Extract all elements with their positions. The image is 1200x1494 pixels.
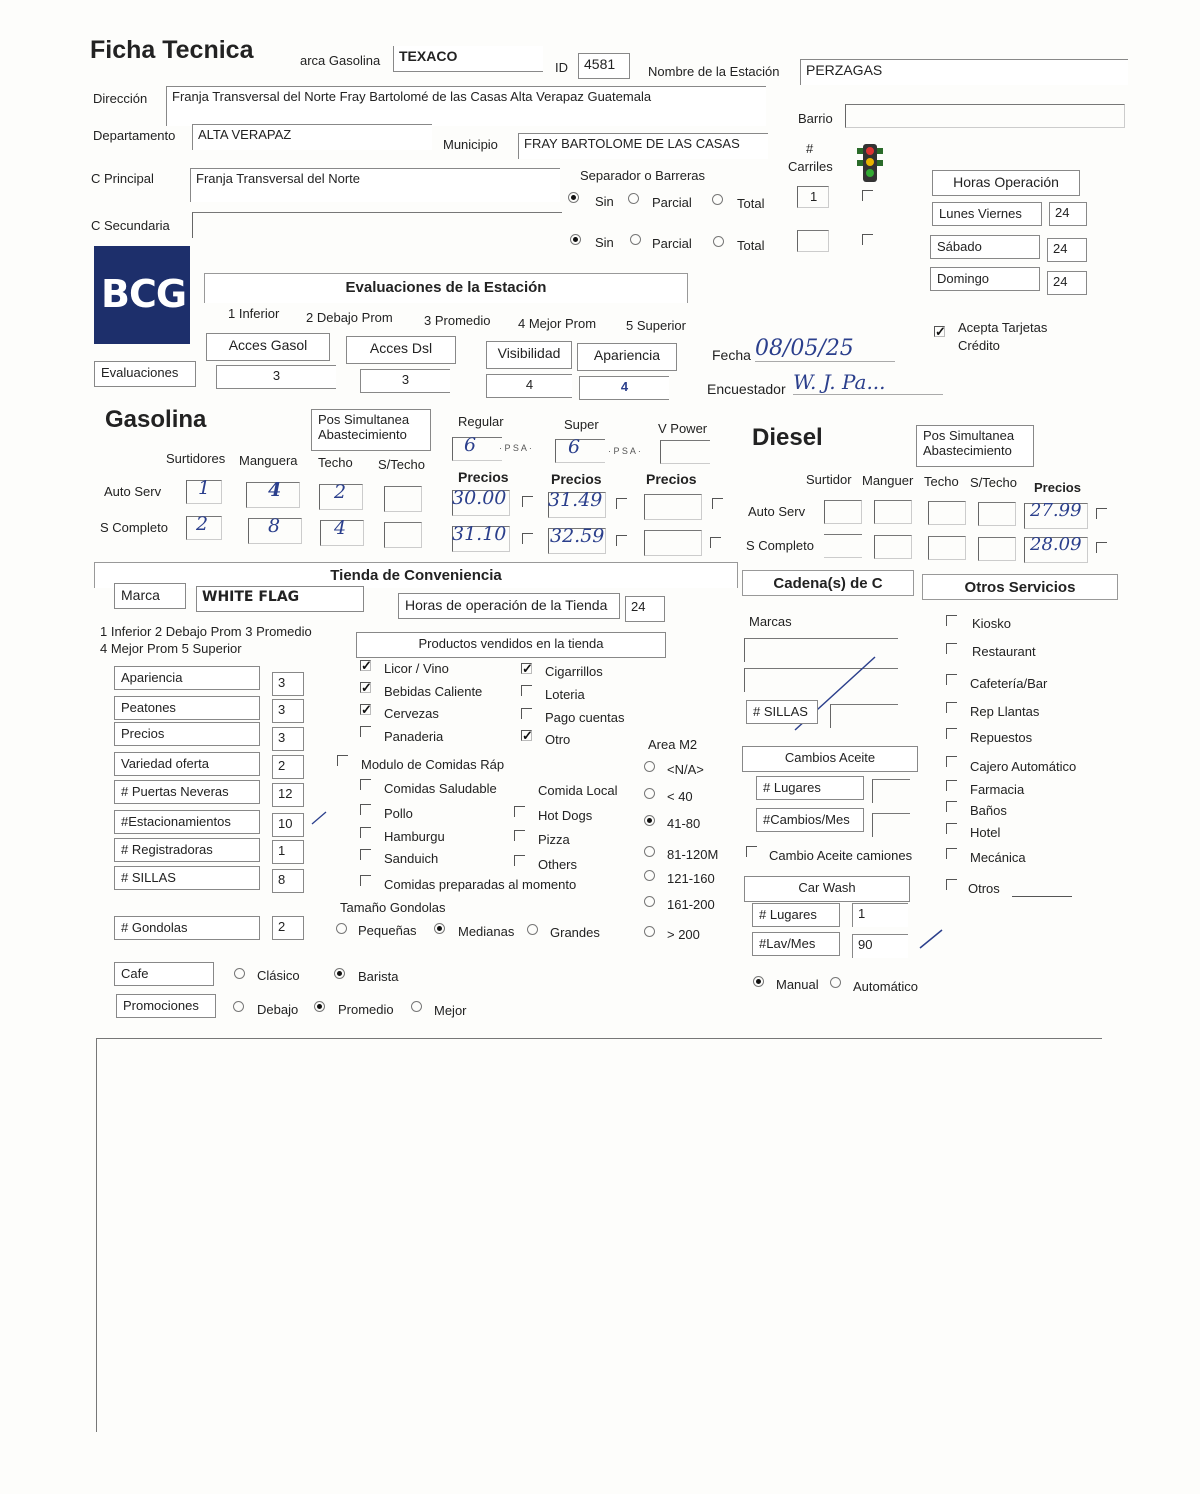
gas-col-stecho: S/Techo: [378, 457, 425, 472]
otros-cajero-checkbox[interactable]: [946, 756, 957, 767]
otros-otros-line[interactable]: [1012, 896, 1072, 897]
otros-repuestos-checkbox[interactable]: [946, 728, 957, 739]
gas-scompleto-manguera-value: 8: [268, 515, 281, 537]
secundaria-label: C Secundaria: [91, 218, 170, 233]
diesel-col-stecho: S/Techo: [970, 475, 1017, 490]
carriles-check-1[interactable]: [862, 190, 873, 201]
regular-precio-scompleto-value: 31.10: [452, 523, 507, 545]
vpower-precios-label: Precios: [646, 471, 697, 487]
prod-loteria-label: Loteria: [545, 687, 585, 702]
otros-cafeteria-label: Cafetería/Bar: [970, 676, 1048, 691]
otros-mecanica-checkbox[interactable]: [946, 848, 957, 859]
comida-sanduich-label: Sanduich: [384, 851, 439, 866]
otros-banos-label: Baños: [970, 803, 1007, 818]
local-hotdogs-label: Hot Dogs: [538, 808, 593, 823]
regular-psa-tag: · P S A ·: [499, 443, 532, 453]
otros-hotel-checkbox[interactable]: [946, 823, 957, 834]
tienda-title: Tienda de Conveniencia: [94, 562, 738, 588]
otros-farmacia-label: Farmacia: [970, 782, 1025, 797]
prod-cigarrillos-checkbox[interactable]: ✓: [522, 661, 533, 676]
carriles-check-2[interactable]: [862, 234, 873, 245]
local-pizza-checkbox[interactable]: [514, 830, 525, 841]
comida-hamburgu-label: Hamburgu: [384, 829, 445, 844]
area-40-radio[interactable]: [644, 788, 655, 799]
super-precio-scompleto-value: 32.59: [550, 525, 605, 547]
comida-sanduich-checkbox[interactable]: [360, 849, 371, 860]
modulo-comidas-checkbox[interactable]: [337, 755, 348, 766]
cambios-aceite-title: Cambios Aceite: [742, 746, 918, 772]
area-200-label: > 200: [667, 927, 700, 942]
domingo-label: Domingo: [930, 267, 1040, 291]
vpower-precio-autoserv[interactable]: [644, 494, 702, 520]
evaluaciones-title: Evaluaciones de la Estación: [204, 273, 688, 303]
eval-scale-5: 5 Superior: [626, 318, 686, 333]
comida-preparadas-label: Comidas preparadas al momento: [384, 877, 577, 892]
prod-pago-checkbox[interactable]: [521, 708, 532, 719]
sep1-total-radio[interactable]: [712, 194, 723, 205]
cafe-label: Cafe: [114, 962, 214, 986]
otros-cajero-label: Cajero Automático: [970, 759, 1077, 774]
carriles-hash: #: [806, 141, 814, 156]
super-autoserv-check[interactable]: [616, 498, 627, 509]
regular-precios-label: Precios: [458, 469, 509, 485]
rating-peatones-field[interactable]: 3: [272, 699, 304, 723]
nombre-field[interactable]: PERZAGAS: [800, 59, 1128, 85]
cafe-barista-label: Barista: [358, 969, 399, 984]
encuestador-value[interactable]: W. J. Pa...: [793, 370, 943, 395]
gondolas-label: # Gondolas: [114, 916, 260, 940]
prod-cervezas-checkbox[interactable]: ✓: [361, 702, 372, 717]
otros-kiosko-checkbox[interactable]: [946, 615, 957, 626]
prod-cervezas-label: Cervezas: [384, 706, 439, 721]
fecha-value[interactable]: 08/05/25: [755, 336, 895, 362]
carriles-field-2[interactable]: [797, 230, 829, 252]
rating-peatones-label: Peatones: [114, 696, 260, 720]
local-others-checkbox[interactable]: [514, 855, 525, 866]
tamano-gondolas-label: Tamaño Gondolas: [340, 900, 446, 915]
tamano-pequenas-radio[interactable]: [336, 923, 347, 934]
domingo-field[interactable]: 24: [1047, 271, 1087, 295]
gas-scompleto-stecho[interactable]: [384, 522, 422, 548]
comida-preparadas-checkbox[interactable]: [360, 875, 371, 886]
diesel-scompleto-check[interactable]: [1096, 542, 1107, 553]
local-hotdogs-checkbox[interactable]: [514, 806, 525, 817]
gasolina-title: Gasolina: [105, 406, 207, 433]
prod-panaderia-checkbox[interactable]: [360, 726, 371, 737]
comida-saludable-checkbox[interactable]: [360, 779, 371, 790]
regular-psa-field[interactable]: [452, 437, 502, 461]
tienda-marca-field[interactable]: WHITE FLAG: [196, 586, 364, 612]
area-200-radio[interactable]: [644, 926, 655, 937]
tienda-horas-label: Horas de operación de la Tienda: [398, 593, 620, 619]
direccion-field[interactable]: Franja Transversal del Norte Fray Bartolomé de las Casas Alta Verapaz Guatemala: [166, 86, 766, 126]
area-161-200-label: 161-200: [667, 897, 715, 912]
carwash-automatico-label: Automático: [853, 979, 919, 994]
id-field[interactable]: 4581: [578, 53, 630, 79]
gas-col-manguera: Manguera: [239, 453, 298, 468]
marca-label: arca Gasolina: [300, 53, 381, 68]
sep2-sin-radio[interactable]: [570, 234, 581, 245]
carwash-title: Car Wash: [744, 876, 910, 902]
cambios-lugares-label: # Lugares: [756, 776, 864, 800]
super-precios-label: Precios: [551, 471, 602, 487]
diesel-row-scompleto-label: S Completo: [746, 538, 814, 553]
carwash-check-mark: [918, 926, 946, 952]
cadena-sillas-field[interactable]: [830, 704, 898, 728]
vpower-autoserv-check[interactable]: [712, 498, 723, 509]
comida-hamburgu-checkbox[interactable]: [360, 827, 371, 838]
promo-mejor-radio[interactable]: [411, 1001, 422, 1012]
departamento-label: Departamento: [93, 128, 176, 143]
diesel-col-surtidor: Surtidor: [806, 472, 852, 487]
cadena-title: Cadena(s) de C: [742, 570, 914, 596]
area-na-label: <N/A>: [667, 762, 704, 777]
promociones-label: Promociones: [116, 994, 216, 1018]
diesel-autoserv-surtidor[interactable]: [824, 500, 862, 524]
fecha-label: Fecha: [712, 347, 751, 363]
cambios-mes-label: #Cambios/Mes: [756, 808, 864, 832]
rating-sillas-field[interactable]: 8: [272, 869, 304, 893]
separador-label: Separador o Barreras: [580, 168, 706, 183]
otros-farmacia-checkbox[interactable]: [946, 780, 957, 791]
encuestador-label: Encuestador: [707, 381, 786, 397]
sep2-parcial-label: Parcial: [652, 236, 692, 251]
otros-restaurant-label: Restaurant: [972, 644, 1036, 659]
sabado-field[interactable]: 24: [1047, 238, 1087, 262]
area-121-160-label: 121-160: [667, 871, 715, 886]
vpower-label: V Power: [658, 421, 708, 436]
diesel-scompleto-stecho[interactable]: [978, 537, 1016, 561]
cambios-lugares-field[interactable]: [872, 779, 910, 803]
diesel-col-manguer: Manguer: [862, 473, 914, 488]
rating-estacionamientos-label: #Estacionamientos: [114, 810, 260, 834]
gas-pos-simultanea: [311, 409, 431, 451]
rating-sillas-label: # SILLAS: [114, 866, 260, 890]
regular-scompleto-check[interactable]: [522, 533, 533, 544]
id-label: ID: [555, 60, 568, 75]
productos-title: Productos vendidos en la tienda: [356, 632, 666, 658]
vpower-precio-scompleto[interactable]: [644, 530, 702, 556]
camiones-checkbox[interactable]: [746, 846, 757, 857]
rating-registradoras-label: # Registradoras: [114, 838, 260, 862]
tienda-scale-1: 1 Inferior 2 Debajo Prom 3 Promedio: [100, 624, 312, 639]
eval-scale-2: 2 Debajo Prom: [306, 310, 393, 325]
tamano-pequenas-label: Pequeñas: [358, 923, 417, 938]
marca-field[interactable]: TEXACO: [393, 46, 543, 72]
traffic-light-icon: [855, 142, 885, 184]
eval-scale-1: 1 Inferior: [228, 306, 280, 321]
prod-otro-label: Otro: [545, 732, 571, 747]
tienda-scale-2: 4 Mejor Prom 5 Superior: [100, 641, 242, 656]
carwash-lav-field[interactable]: 90: [852, 934, 908, 958]
tamano-grandes-radio[interactable]: [527, 924, 538, 935]
promo-promedio-radio[interactable]: [314, 1001, 325, 1012]
carwash-lugares-label: # Lugares: [752, 903, 840, 927]
area-81-120-label: 81-120M: [667, 847, 719, 862]
diesel-col-techo: Techo: [924, 474, 959, 489]
gas-pos-label-2: Abastecimiento: [318, 427, 407, 442]
area-41-80-radio[interactable]: [644, 815, 655, 826]
page-title: Ficha Tecnica: [90, 36, 254, 64]
direccion-label: Dirección: [93, 91, 148, 106]
rating-apariencia-field[interactable]: 3: [272, 672, 304, 696]
sep2-sin-label: Sin: [595, 235, 614, 250]
area-161-200-radio[interactable]: [644, 896, 655, 907]
diesel-scompleto-techo[interactable]: [928, 536, 966, 560]
local-others-label: Others: [538, 857, 578, 872]
otros-hotel-label: Hotel: [970, 825, 1001, 840]
gas-col-techo: Techo: [318, 455, 353, 470]
cafe-clasico-radio[interactable]: [234, 968, 245, 979]
regular-precio-autoserv-value: 30.00: [452, 487, 507, 509]
eval-scale-4: 4 Mejor Prom: [518, 316, 597, 331]
area-40-label: < 40: [667, 789, 693, 804]
rating-precios-field[interactable]: 3: [272, 727, 304, 751]
acces-gasol-label: Acces Gasol: [206, 333, 330, 361]
super-psa-tag: · P S A ·: [608, 446, 641, 456]
sep2-total-label: Total: [737, 238, 765, 253]
acces-dsl-field[interactable]: 3: [360, 369, 450, 393]
prod-loteria-checkbox[interactable]: [521, 685, 532, 696]
diesel-precio-autoserv-value: 27.99: [1030, 500, 1082, 521]
sep2-parcial-radio[interactable]: [630, 234, 641, 245]
apariencia-label: Apariencia: [577, 343, 677, 371]
gas-autoserv-surtidores-value: 1: [198, 477, 211, 499]
gas-autoserv-manguera-value: 4: [268, 479, 282, 501]
tamano-grandes-label: Grandes: [550, 925, 600, 940]
area-121-160-radio[interactable]: [644, 870, 655, 881]
principal-label: C Principal: [91, 171, 154, 186]
area-na-radio[interactable]: [644, 761, 655, 772]
cadena-marcas-label: Marcas: [749, 614, 792, 629]
principal-field[interactable]: Franja Transversal del Norte: [190, 168, 560, 202]
secundaria-field[interactable]: [192, 212, 562, 238]
sep2-total-radio[interactable]: [713, 236, 724, 247]
carwash-lav-label: #Lav/Mes: [752, 932, 840, 956]
comida-local-label: Comida Local: [538, 783, 618, 798]
super-label: Super: [564, 417, 599, 432]
estacionamientos-check-mark: [310, 810, 330, 826]
municipio-label: Municipio: [443, 137, 498, 152]
otros-otros-checkbox[interactable]: [946, 879, 957, 890]
rating-estacionamientos-field[interactable]: 10: [272, 813, 304, 837]
tienda-horas-field[interactable]: 24: [625, 596, 665, 622]
departamento-field[interactable]: ALTA VERAPAZ: [192, 124, 432, 150]
diesel-pos-simultanea: [916, 425, 1034, 467]
otros-mecanica-label: Mecánica: [970, 850, 1026, 865]
sep1-total-label: Total: [737, 196, 765, 211]
rating-puertas-label: # Puertas Neveras: [114, 780, 260, 804]
comida-pollo-label: Pollo: [384, 806, 413, 821]
cafe-barista-radio[interactable]: [334, 968, 345, 979]
evaluaciones-row-label: Evaluaciones: [94, 361, 196, 387]
eval-scale-3: 3 Promedio: [424, 313, 491, 328]
diesel-row-autoserv-label: Auto Serv: [748, 504, 806, 519]
regular-label: Regular: [458, 414, 504, 429]
super-scompleto-check[interactable]: [616, 535, 627, 546]
regular-autoserv-check[interactable]: [522, 496, 533, 507]
apariencia-field[interactable]: 4: [579, 376, 669, 400]
notes-area[interactable]: [96, 1038, 1102, 1432]
diesel-scompleto-surtidor[interactable]: [824, 534, 862, 558]
carwash-automatico-radio[interactable]: [830, 977, 841, 988]
bcg-logo-text: BCG: [101, 272, 187, 316]
vpower-psa-field[interactable]: [660, 440, 710, 464]
barrio-field[interactable]: [845, 104, 1125, 128]
area-81-120-radio[interactable]: [644, 846, 655, 857]
sabado-label: Sábado: [930, 235, 1040, 259]
diesel-pos-label-1: Pos Simultanea: [923, 428, 1015, 443]
municipio-field[interactable]: FRAY BARTOLOME DE LAS CASAS: [518, 133, 768, 159]
promo-mejor-label: Mejor: [434, 1003, 467, 1018]
promo-debajo-radio[interactable]: [233, 1001, 244, 1012]
camiones-label: Cambio Aceite camiones: [769, 848, 913, 863]
carwash-lugares-field[interactable]: 1: [852, 903, 908, 927]
gas-pos-label-1: Pos Simultanea: [318, 412, 410, 427]
vpower-scompleto-check[interactable]: [710, 537, 721, 548]
promo-debajo-label: Debajo: [257, 1002, 299, 1017]
otros-llantas-label: Rep Llantas: [970, 704, 1040, 719]
promo-promedio-label: Promedio: [338, 1002, 394, 1017]
credito-label: Crédito: [958, 338, 1000, 353]
acces-dsl-label: Acces Dsl: [346, 336, 456, 364]
rating-precios-label: Precios: [114, 722, 260, 746]
area-m2-label: Area M2: [648, 737, 698, 752]
visibilidad-field[interactable]: 4: [486, 374, 572, 398]
cafe-clasico-label: Clásico: [257, 968, 300, 983]
prod-otro-checkbox[interactable]: ✓: [522, 728, 533, 743]
otros-otros-label: Otros: [968, 881, 1000, 896]
regular-psa-value: 6: [464, 434, 477, 456]
gas-row-scompleto-label: S Completo: [100, 520, 168, 535]
otros-servicios-title: Otros Servicios: [922, 574, 1118, 600]
cambios-mes-field[interactable]: [872, 813, 910, 837]
sep1-sin-radio[interactable]: [568, 192, 579, 203]
rating-puertas-field[interactable]: 12: [272, 783, 304, 807]
super-precio-autoserv-value: 31.49: [548, 489, 603, 511]
acces-gasol-field[interactable]: 3: [216, 365, 336, 389]
rating-registradoras-field[interactable]: 1: [272, 840, 304, 864]
carriles-value-1: 1: [810, 189, 818, 204]
prod-cigarrillos-label: Cigarrillos: [545, 664, 603, 679]
rating-apariencia-label: Apariencia: [114, 666, 260, 690]
diesel-autoserv-manguer[interactable]: [874, 500, 912, 524]
carwash-manual-radio[interactable]: [753, 976, 764, 987]
gondolas-field[interactable]: 2: [272, 916, 304, 940]
otros-kiosko-label: Kiosko: [972, 616, 1012, 631]
nombre-label: Nombre de la Estación: [648, 64, 780, 79]
acepta-tarjetas-label: Acepta Tarjetas: [958, 320, 1048, 335]
gas-autoserv-techo-value: 2: [334, 481, 347, 503]
lunes-viernes-label: Lunes Viernes: [932, 202, 1042, 226]
lunes-viernes-field[interactable]: 24: [1049, 202, 1087, 226]
diesel-scompleto-manguer[interactable]: [874, 535, 912, 559]
gas-col-surtidores: Surtidores: [166, 451, 226, 466]
comida-saludable-label: Comidas Saludable: [384, 781, 497, 796]
rating-variedad-label: Variedad oferta: [114, 752, 260, 776]
diesel-title: Diesel: [752, 424, 823, 451]
prod-panaderia-label: Panaderia: [384, 729, 444, 744]
otros-repuestos-label: Repuestos: [970, 730, 1033, 745]
sep1-sin-label: Sin: [595, 194, 614, 209]
tienda-marca-label: Marca: [114, 583, 186, 609]
sep1-parcial-label: Parcial: [652, 195, 692, 210]
prod-licor-checkbox[interactable]: ✓: [361, 658, 372, 673]
otros-llantas-checkbox[interactable]: [946, 702, 957, 713]
visibilidad-label: Visibilidad: [486, 341, 572, 369]
gas-autoserv-stecho[interactable]: [384, 486, 422, 512]
diesel-precio-scompleto-value: 28.09: [1030, 534, 1082, 555]
carriles-label: Carriles: [788, 159, 833, 174]
prod-pago-label: Pago cuentas: [545, 710, 625, 725]
diesel-autoserv-stecho[interactable]: [978, 502, 1016, 526]
rating-variedad-field[interactable]: 2: [272, 755, 304, 779]
local-pizza-label: Pizza: [538, 832, 570, 847]
comida-pollo-checkbox[interactable]: [360, 804, 371, 815]
area-41-80-label: 41-80: [667, 816, 701, 831]
diesel-autoserv-techo[interactable]: [928, 501, 966, 525]
otros-banos-checkbox[interactable]: [946, 801, 957, 812]
gas-scompleto-surtidores-value: 2: [196, 513, 209, 535]
tamano-medianas-label: Medianas: [458, 924, 515, 939]
gas-scompleto-techo-value: 4: [334, 517, 347, 539]
cadena-sillas-label: # SILLAS: [746, 700, 818, 724]
gas-row-autoserv-label: Auto Serv: [104, 484, 162, 499]
prod-bebidas-label: Bebidas Caliente: [384, 684, 483, 699]
tamano-medianas-radio[interactable]: [434, 923, 445, 934]
horas-operacion-title: Horas Operación: [932, 170, 1080, 196]
prod-bebidas-checkbox[interactable]: ✓: [361, 680, 372, 695]
diesel-col-precios: Precios: [1034, 480, 1081, 495]
sep1-parcial-radio[interactable]: [628, 193, 639, 204]
acepta-tarjetas-checkbox[interactable]: ✓: [935, 324, 946, 339]
modulo-comidas-label: Modulo de Comidas Ráp: [361, 757, 505, 772]
otros-cafeteria-checkbox[interactable]: [946, 674, 957, 685]
diesel-pos-label-2: Abastecimiento: [923, 443, 1012, 458]
barrio-label: Barrio: [798, 111, 833, 126]
otros-restaurant-checkbox[interactable]: [946, 643, 957, 654]
diesel-autoserv-check[interactable]: [1096, 508, 1107, 519]
prod-licor-label: Licor / Vino: [384, 661, 449, 676]
carwash-manual-label: Manual: [776, 977, 819, 992]
super-psa-value: 6: [568, 436, 581, 458]
